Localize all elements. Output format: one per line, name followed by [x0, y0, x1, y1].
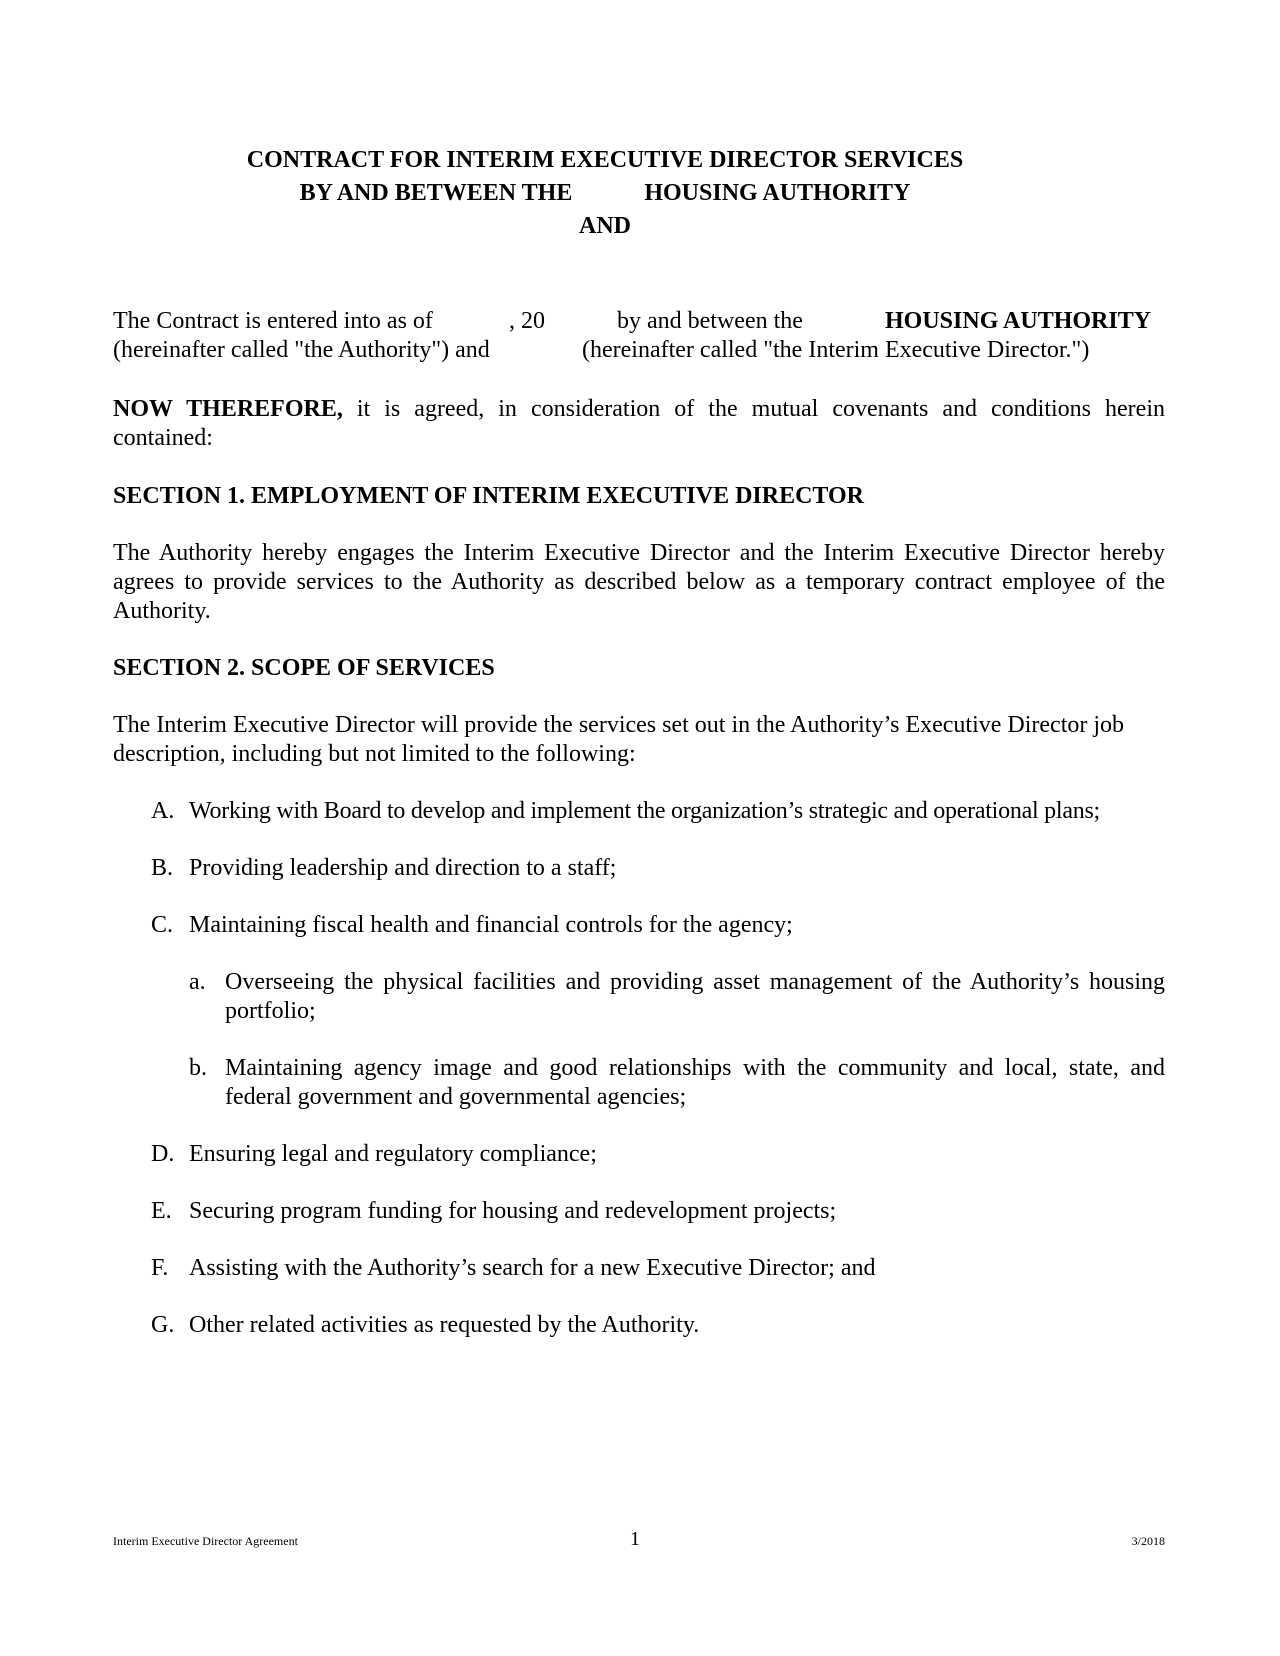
sub-item-label: b. [189, 1055, 207, 1081]
list-item-label: G. [151, 1312, 175, 1338]
section-1-heading: SECTION 1. EMPLOYMENT OF INTERIM EXECUTIVE DIRECTOR [113, 483, 864, 509]
sub-item-text: Overseeing the physical facilities and providing asset management of the Authority’s housing portfolio; [225, 969, 1165, 1024]
list-item-label: D. [151, 1141, 175, 1167]
intro-text-4: HOUSING AUTHORITY [885, 308, 1152, 334]
sub-item-text: Maintaining agency image and good relationships with the community and local, state, and federal government and governmental agencies; [225, 1055, 1165, 1110]
now-therefore-text: it is agreed, in consideration of the mutual covenants and conditions herein contained: [113, 396, 1165, 451]
footer-page-number: 1 [630, 1528, 640, 1550]
section-2-heading: SECTION 2. SCOPE OF SERVICES [113, 655, 495, 681]
sub-item-a [189, 968, 1165, 1026]
sub-item-label: a. [189, 969, 206, 995]
intro-text-5: (hereinafter called "the Authority") and [113, 337, 490, 363]
sub-item-b [189, 1054, 1165, 1112]
list-item-text: Other related activities as requested by the Authority. [189, 1312, 700, 1338]
list-item-text: Securing program funding for housing and redevelopment projects; [189, 1198, 837, 1224]
list-item-text: Working with Board to develop and implement the organization’s strategic and operational plans; [189, 798, 1100, 824]
intro-text-6: (hereinafter called "the Interim Executive Director.") [582, 337, 1090, 363]
list-item-label: A. [151, 798, 175, 824]
section-2-body: The Interim Executive Director will provide the services set out in the Authority’s Executive Director job description, including but not limited to the following: [113, 712, 1125, 767]
list-item-text: Maintaining fiscal health and financial controls for the agency; [189, 912, 793, 938]
now-therefore-lead: NOW THEREFORE, [113, 396, 343, 422]
list-item-label: C. [151, 912, 174, 938]
footer-revision-date: 3/2018 [1131, 1534, 1165, 1548]
title-line-1: CONTRACT FOR INTERIM EXECUTIVE DIRECTOR SERVICES [246, 147, 964, 173]
title-line-2-part-1: BY AND BETWEEN THE [299, 180, 573, 206]
intro-text-1: The Contract is entered into as of [113, 308, 433, 334]
title-line-2-part-2: HOUSING AUTHORITY [644, 180, 911, 206]
intro-text-2: , 20 [509, 308, 545, 334]
intro-text-3: by and between the [617, 308, 803, 334]
list-item-label: B. [151, 855, 174, 881]
list-item-text: Ensuring legal and regulatory compliance; [189, 1141, 597, 1167]
section-1-body: The Authority hereby engages the Interim Executive Director and the Interim Executive Director hereby agrees to provide services to the Authority as described below as a temporary contract employee of the Authority. [113, 540, 1165, 624]
list-item-label: E. [151, 1198, 172, 1224]
title-line-3: AND [579, 213, 631, 239]
footer-document-name: Interim Executive Director Agreement [113, 1534, 298, 1548]
now-therefore-paragraph [113, 395, 1165, 453]
list-item-text: Providing leadership and direction to a staff; [189, 855, 617, 881]
title-line-2 [0, 179, 1210, 208]
list-item-label: F. [151, 1255, 169, 1281]
list-item-text: Assisting with the Authority’s search for a new Executive Director; and [189, 1255, 876, 1281]
